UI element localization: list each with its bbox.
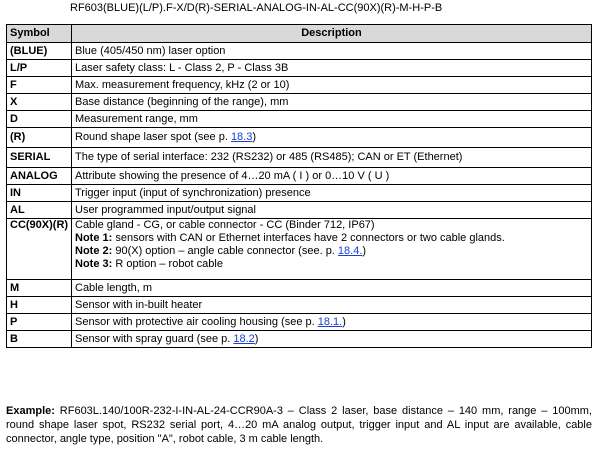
symbol-cell: D [7,111,72,128]
description-text: Sensor with protective air cooling housing (see p. [75,315,318,328]
note-1 [75,232,588,245]
model-code-line: RF603(BLUE)(L/P).F-X/D(R)-SERIAL-ANALOG-IN-AL-CC(90X)(R)-M-H-P-B [70,2,443,14]
symbol-cell: AL [7,202,72,219]
table-row [7,331,592,348]
symbol-cell: IN [7,185,72,202]
note-3-label: Note 3: [75,258,113,270]
description-text: Round shape laser spot (see p. [75,131,231,143]
symbol-header: Symbol [7,25,72,43]
table-row [7,219,592,280]
description-cell: User programmed input/output signal [72,202,592,219]
description-cell: Max. measurement frequency, kHz (2 or 10) [72,77,592,94]
symbol-cell: M [7,280,72,297]
table-row [7,148,592,168]
table-row [7,168,592,185]
symbol-cell: F [7,77,72,94]
note-2-label: Note 2: [75,245,113,257]
symbol-cell: P [7,314,72,331]
symbol-cell: L/P [7,60,72,77]
description-cell: The type of serial interface: 232 (RS232) or 485 (RS485); CAN or ET (Ethernet) [72,148,592,168]
table-row [7,297,592,314]
note-2 [75,245,588,258]
description-text-end: ) [252,131,257,143]
note-2-text: 90(X) option – angle cable connector (see. p. [112,245,338,257]
symbol-cell: (R) [7,128,72,148]
page-ref-link[interactable]: 18.3 [230,131,253,143]
symbol-cell: SERIAL [7,148,72,168]
page-ref-link[interactable]: 18.1. [317,315,343,328]
description-cell: Cable length, m [72,280,592,297]
note-1-text: sensors with CAN or Ethernet interfaces have 2 connectors or two cable glands. [112,232,505,244]
table-row [7,202,592,219]
symbol-cell: H [7,297,72,314]
description-cell: Blue (405/450 nm) laser option [72,43,592,60]
note-3 [75,258,588,271]
description-cell [72,314,592,331]
note-1-label: Note 1: [75,232,113,244]
table-header-row [7,25,592,43]
description-cell: Attribute showing the presence of 4…20 mA ( I ) or 0…10 V ( U ) [72,168,592,185]
page-ref-link[interactable]: 18.4. [337,245,363,257]
table-row [7,280,592,297]
description-text: Sensor with spray guard (see p. [75,332,234,345]
page-ref-link[interactable]: 18.2 [233,332,255,345]
symbol-cell: CC(90X)(R) [7,219,72,280]
description-cell: Sensor with in-built heater [72,297,592,314]
description-text-end: ) [342,315,346,328]
table-row [7,94,592,111]
description-text: Cable gland - CG, or cable connector - CC (Binder 712, IP67) [75,219,375,231]
note-3-text: R option – robot cable [112,258,223,270]
description-text-end: ) [254,332,259,345]
example-label: Example: [6,405,55,417]
description-cell [72,331,592,348]
description-cell: Base distance (beginning of the range), mm [72,94,592,111]
description-cell: Measurement range, mm [72,111,592,128]
table-row [7,111,592,128]
table-row [7,314,592,331]
example-text: RF603L.140/100R-232-I-IN-AL-24-CCR90A-3 – Class 2 laser, base distance – 140 mm, range – 100mm, round shape laser spot, RS232 serial port, 4…20 mA analog output, trigger input and AL input are available, cable connector, angle type, position "A", robot cable, 3 m cable length. [6,405,592,445]
table-row [7,77,592,94]
description-cell: Trigger input (input of synchronization) presence [72,185,592,202]
table-row [7,43,592,60]
table-row [7,128,592,148]
table-row [7,185,592,202]
symbol-cell: (BLUE) [7,43,72,60]
symbol-cell: B [7,331,72,348]
note-2-text-end: ) [362,245,367,257]
symbol-cell: ANALOG [7,168,72,185]
example-paragraph [6,404,592,446]
table-row [7,60,592,77]
description-cell [72,128,592,148]
description-cell [72,219,592,280]
symbol-cell: X [7,94,72,111]
description-header: Description [72,25,592,43]
description-cell: Laser safety class: L - Class 2, P - Class 3B [72,60,592,77]
options-table [6,24,592,348]
